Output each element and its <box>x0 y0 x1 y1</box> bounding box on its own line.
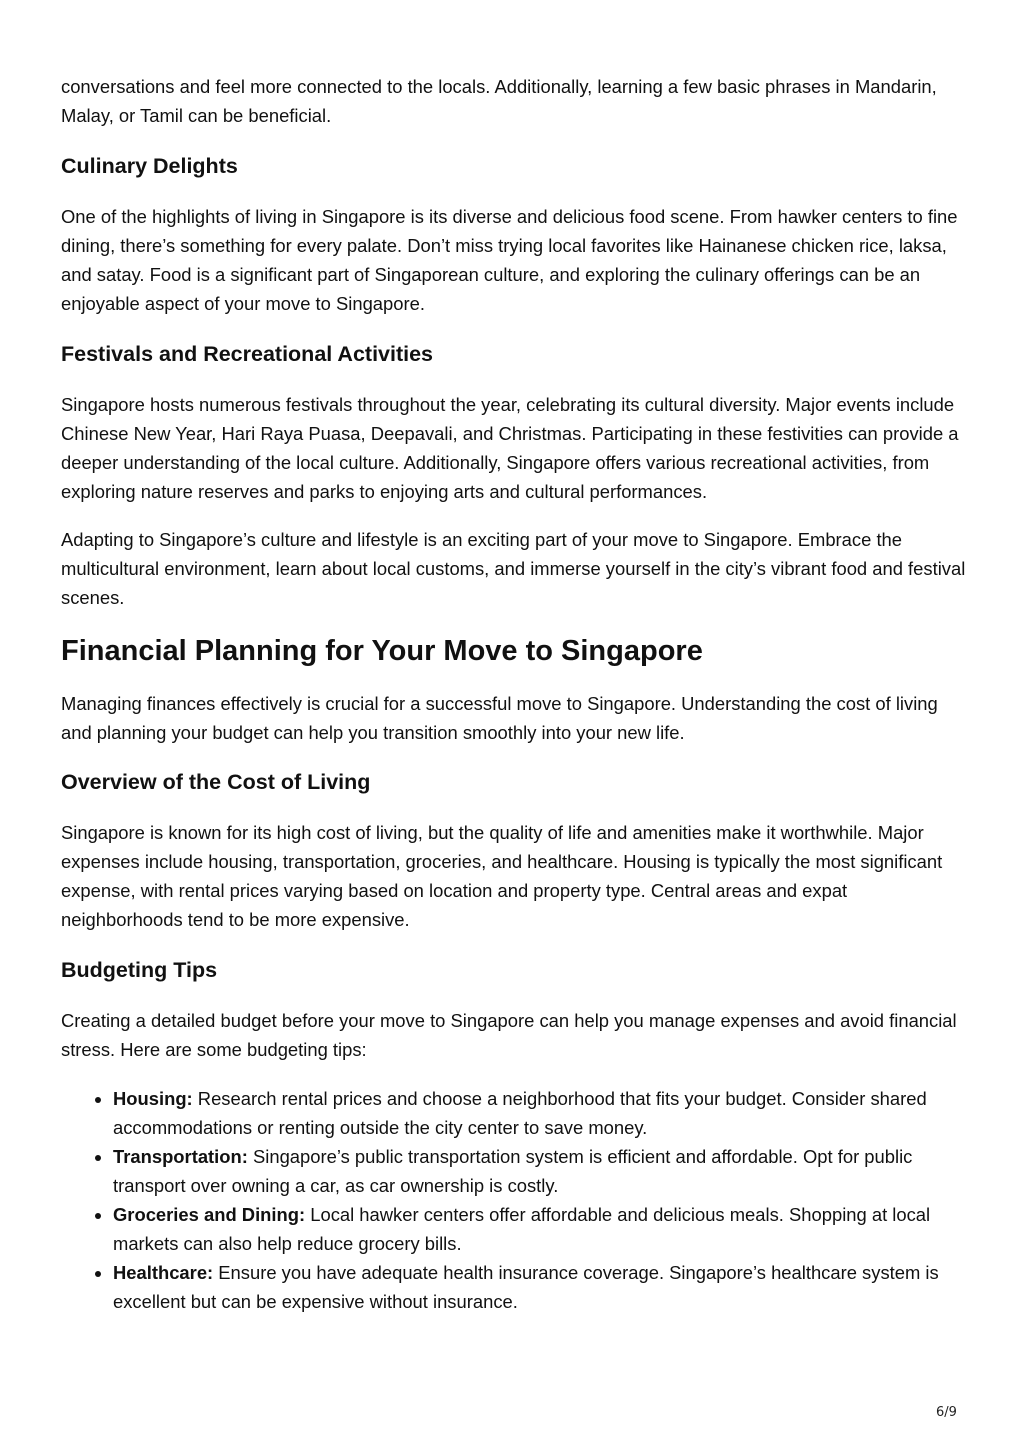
list-item <box>113 1200 971 1258</box>
heading-cost-of-living: Overview of the Cost of Living <box>61 770 371 794</box>
tip-term: Groceries and Dining: <box>113 1204 306 1225</box>
tip-term: Housing: <box>113 1088 193 1109</box>
tip-term: Transportation: <box>113 1146 248 1167</box>
heading-culinary-delights: Culinary Delights <box>61 154 238 178</box>
budgeting-tips-list <box>61 1084 971 1316</box>
paragraph-language: conversations and feel more connected to the locals. Additionally, learning a few basic phrases in Mandarin, Malay, or Tamil can be beneficial. <box>61 76 937 126</box>
tip-text: Singapore’s public transportation system is efficient and affordable. Opt for public transport over owning a car, as car ownership is costly. <box>113 1146 913 1196</box>
tip-text: Research rental prices and choose a neighborhood that fits your budget. Consider shared accommodations or renting outside the city center to save money. <box>113 1088 927 1138</box>
paragraph-budgeting: Creating a detailed budget before your move to Singapore can help you manage expenses and avoid financial stress. Here are some budgeting tips: <box>61 1010 957 1060</box>
paragraph-financial: Managing finances effectively is crucial for a successful move to Singapore. Understanding the cost of living and planning your budget can help you transition smoothly into your new life. <box>61 693 938 743</box>
paragraph-cost-of-living: Singapore is known for its high cost of living, but the quality of life and amenities make it worthwhile. Major expenses include housing, transportation, groceries, and healthcare. Housing is typically the most significant expense, with rental prices varying based on location and property type. Central areas and expat neighborhoods tend to be more expensive. <box>61 822 943 930</box>
tip-text: Local hawker centers offer affordable and delicious meals. Shopping at local markets can also help reduce grocery bills. <box>113 1204 931 1254</box>
page-number: 6/9 <box>936 1405 957 1420</box>
heading-budgeting-tips: Budgeting Tips <box>61 958 218 982</box>
paragraph-festivals: Singapore hosts numerous festivals throughout the year, celebrating its cultural diversity. Major events include Chinese New Year, Hari Raya Puasa, Deepavali, and Christmas. Participating in these festivities can provide a deeper understanding of the local culture. Additionally, Singapore offers various recreational activities, from exploring nature reserves and parks to enjoying arts and cultural performances. <box>61 394 959 502</box>
tip-term: Healthcare: <box>113 1262 214 1283</box>
list-item <box>113 1142 971 1200</box>
list-item <box>113 1258 971 1316</box>
list-item <box>113 1084 971 1142</box>
paragraph-culinary: One of the highlights of living in Singapore is its diverse and delicious food scene. From hawker centers to fine dining, there’s something for every palate. Don’t miss trying local favorites like Hainanese chicken rice, laksa, and satay. Food is a significant part of Singaporean culture, and exploring the culinary offerings can be an enjoyable aspect of your move to Singapore. <box>61 206 958 314</box>
heading-festivals: Festivals and Recreational Activities <box>61 342 434 366</box>
tip-text: Ensure you have adequate health insurance coverage. Singapore’s healthcare system is excellent but can be expensive without insurance. <box>113 1262 939 1312</box>
paragraph-adapting: Adapting to Singapore’s culture and lifestyle is an exciting part of your move to Singapore. Embrace the multicultural environment, learn about local customs, and immerse yourself in the city’s vibrant food and festival scenes. <box>61 529 966 608</box>
document-body <box>61 72 971 1316</box>
heading-financial-planning: Financial Planning for Your Move to Singapore <box>61 635 703 667</box>
